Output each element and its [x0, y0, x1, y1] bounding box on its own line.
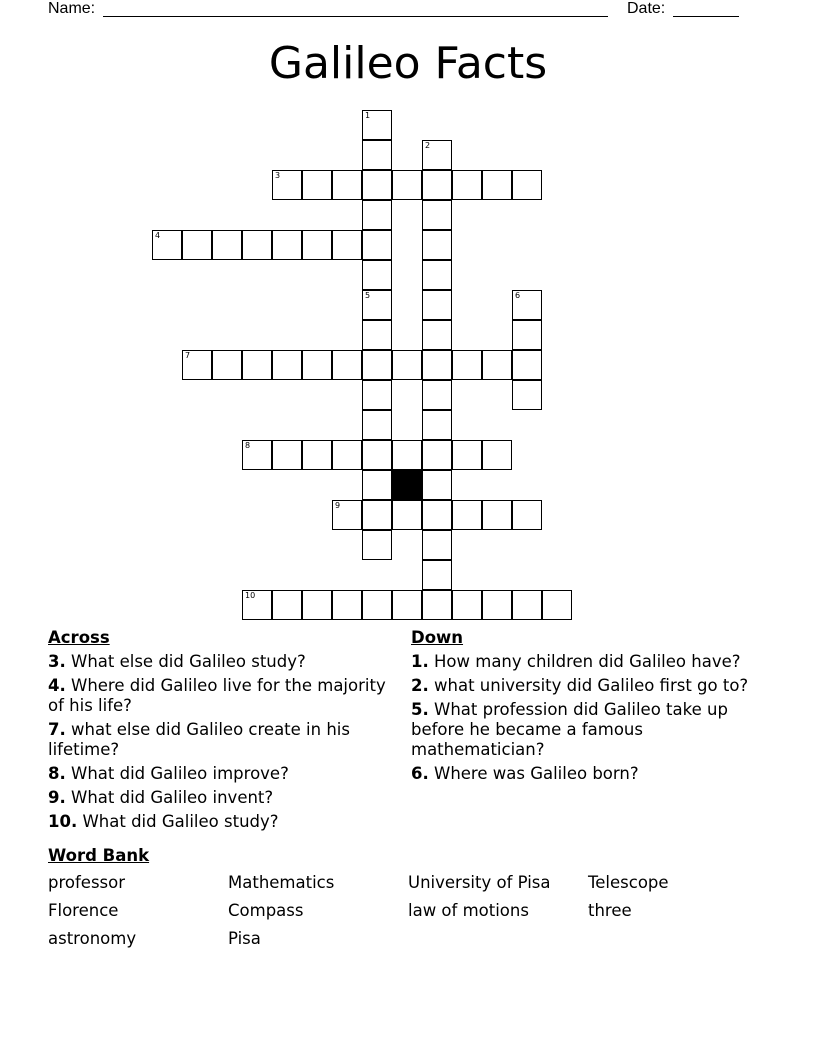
crossword-cell[interactable] — [362, 590, 392, 620]
word-bank-item: three — [588, 901, 632, 920]
crossword-cell[interactable] — [272, 440, 302, 470]
crossword-cell[interactable] — [422, 380, 452, 410]
down-clues — [411, 628, 756, 788]
word-bank-item: professor — [48, 873, 126, 892]
crossword-cell[interactable] — [362, 290, 392, 320]
crossword-cell[interactable] — [242, 440, 272, 470]
crossword-cell[interactable] — [512, 590, 542, 620]
word-bank-item: Compass — [228, 901, 304, 920]
word-bank-item: law of motions — [408, 901, 529, 920]
crossword-cell[interactable] — [302, 590, 332, 620]
across-clue: 3. What else did Galileo study? — [48, 652, 306, 671]
black-cell — [392, 470, 422, 500]
crossword-cell[interactable] — [452, 350, 482, 380]
crossword-cell[interactable] — [392, 500, 422, 530]
down-clue: 5. What profession did Galileo take up before he became a famous mathematician? — [411, 700, 728, 759]
crossword-cell[interactable] — [422, 560, 452, 590]
crossword-cell[interactable] — [362, 200, 392, 230]
crossword-cell[interactable] — [422, 590, 452, 620]
clue-number: 9 — [335, 501, 341, 510]
down-clue: 6. Where was Galileo born? — [411, 764, 639, 783]
clue-number: 3 — [275, 171, 281, 180]
clue-number: 5 — [365, 291, 371, 300]
across-clue: 7. what else did Galileo create in his lifetime? — [48, 720, 350, 759]
crossword-cell[interactable] — [512, 380, 542, 410]
crossword-cell[interactable] — [362, 440, 392, 470]
crossword-cell[interactable] — [242, 230, 272, 260]
clue-number: 1 — [365, 111, 371, 120]
crossword-cell[interactable] — [242, 350, 272, 380]
crossword-cell[interactable] — [332, 440, 362, 470]
crossword-cell[interactable] — [482, 440, 512, 470]
name-label: Name: — [48, 0, 96, 17]
crossword-cell[interactable] — [512, 290, 542, 320]
across-clue: 4. Where did Galileo live for the majority of his life? — [48, 676, 386, 715]
clue-number: 2 — [425, 141, 431, 150]
crossword-cell[interactable] — [482, 170, 512, 200]
crossword-cell[interactable] — [512, 320, 542, 350]
crossword-cell[interactable] — [422, 500, 452, 530]
crossword-cell[interactable] — [422, 470, 452, 500]
clue-number: 6 — [515, 291, 521, 300]
crossword-cell[interactable] — [212, 230, 242, 260]
down-clue: 1. How many children did Galileo have? — [411, 652, 741, 671]
crossword-cell[interactable] — [362, 470, 392, 500]
across-heading: Across — [48, 628, 110, 647]
crossword-cell[interactable] — [242, 590, 272, 620]
clue-number: 10 — [245, 591, 256, 600]
crossword-cell[interactable] — [422, 440, 452, 470]
crossword-cell[interactable] — [302, 440, 332, 470]
crossword-cell[interactable] — [422, 200, 452, 230]
crossword-cell[interactable] — [482, 350, 512, 380]
crossword-cell[interactable] — [392, 350, 422, 380]
down-clue: 2. what university did Galileo first go to? — [411, 676, 749, 695]
crossword-cell[interactable] — [512, 350, 542, 380]
crossword-cell[interactable] — [452, 500, 482, 530]
crossword-cell[interactable] — [332, 230, 362, 260]
crossword-cell[interactable] — [362, 350, 392, 380]
word-bank-heading: Word Bank — [48, 846, 150, 865]
word-bank-item: Florence — [48, 901, 119, 920]
crossword-cell[interactable] — [512, 500, 542, 530]
crossword-cell[interactable] — [422, 260, 452, 290]
down-heading: Down — [411, 628, 464, 647]
crossword-cell[interactable] — [362, 140, 392, 170]
word-bank — [48, 845, 768, 957]
crossword-cell[interactable] — [392, 590, 422, 620]
word-bank-item: Telescope — [588, 873, 669, 892]
crossword-cell[interactable] — [272, 170, 302, 200]
crossword-cell[interactable] — [362, 410, 392, 440]
crossword-cell[interactable] — [302, 170, 332, 200]
word-bank-item: University of Pisa — [408, 873, 551, 892]
crossword-cell[interactable] — [212, 350, 242, 380]
crossword-cell[interactable] — [152, 230, 182, 260]
clue-number: 4 — [155, 231, 161, 240]
crossword-cell[interactable] — [272, 350, 302, 380]
crossword-cell[interactable] — [422, 290, 452, 320]
crossword-cell[interactable] — [302, 230, 332, 260]
crossword-cell[interactable] — [482, 590, 512, 620]
crossword-cell[interactable] — [422, 350, 452, 380]
clue-number: 7 — [185, 351, 191, 360]
crossword-cell[interactable] — [482, 500, 512, 530]
crossword-cell[interactable] — [422, 230, 452, 260]
crossword-cell[interactable] — [362, 530, 392, 560]
word-bank-item: Pisa — [228, 929, 261, 948]
crossword-cell[interactable] — [272, 230, 302, 260]
crossword-cell[interactable] — [332, 350, 362, 380]
crossword-cell[interactable] — [182, 350, 212, 380]
crossword-cell[interactable] — [422, 140, 452, 170]
crossword-cell[interactable] — [512, 170, 542, 200]
crossword-cell[interactable] — [272, 590, 302, 620]
crossword-cell[interactable] — [332, 500, 362, 530]
crossword-cell[interactable] — [332, 590, 362, 620]
crossword-cell[interactable] — [422, 530, 452, 560]
crossword-cell[interactable] — [392, 170, 422, 200]
crossword-cell[interactable] — [452, 590, 482, 620]
across-clue: 9. What did Galileo invent? — [48, 788, 274, 807]
crossword-cell[interactable] — [452, 440, 482, 470]
crossword-cell[interactable] — [542, 590, 572, 620]
crossword-cell[interactable] — [392, 440, 422, 470]
crossword-cell[interactable] — [452, 170, 482, 200]
crossword-cell[interactable] — [332, 170, 362, 200]
crossword-cell[interactable] — [302, 350, 332, 380]
crossword-cell[interactable] — [182, 230, 212, 260]
crossword-cell[interactable] — [362, 170, 392, 200]
word-bank-item: astronomy — [48, 929, 137, 948]
crossword-cell[interactable] — [362, 380, 392, 410]
word-bank-item: Mathematics — [228, 873, 335, 892]
crossword-cell[interactable] — [362, 320, 392, 350]
crossword-cell[interactable] — [422, 320, 452, 350]
crossword-cell[interactable] — [422, 170, 452, 200]
date-label: Date: — [627, 0, 666, 17]
across-clues — [48, 628, 388, 836]
crossword-cell[interactable] — [422, 410, 452, 440]
across-clue: 8. What did Galileo improve? — [48, 764, 289, 783]
crossword-cell[interactable] — [362, 110, 392, 140]
crossword-cell[interactable] — [362, 500, 392, 530]
page-title: Galileo Facts — [268, 38, 548, 89]
crossword-cell[interactable] — [362, 230, 392, 260]
crossword-cell[interactable] — [362, 260, 392, 290]
across-clue: 10. What did Galileo study? — [48, 812, 279, 831]
clue-number: 8 — [245, 441, 251, 450]
